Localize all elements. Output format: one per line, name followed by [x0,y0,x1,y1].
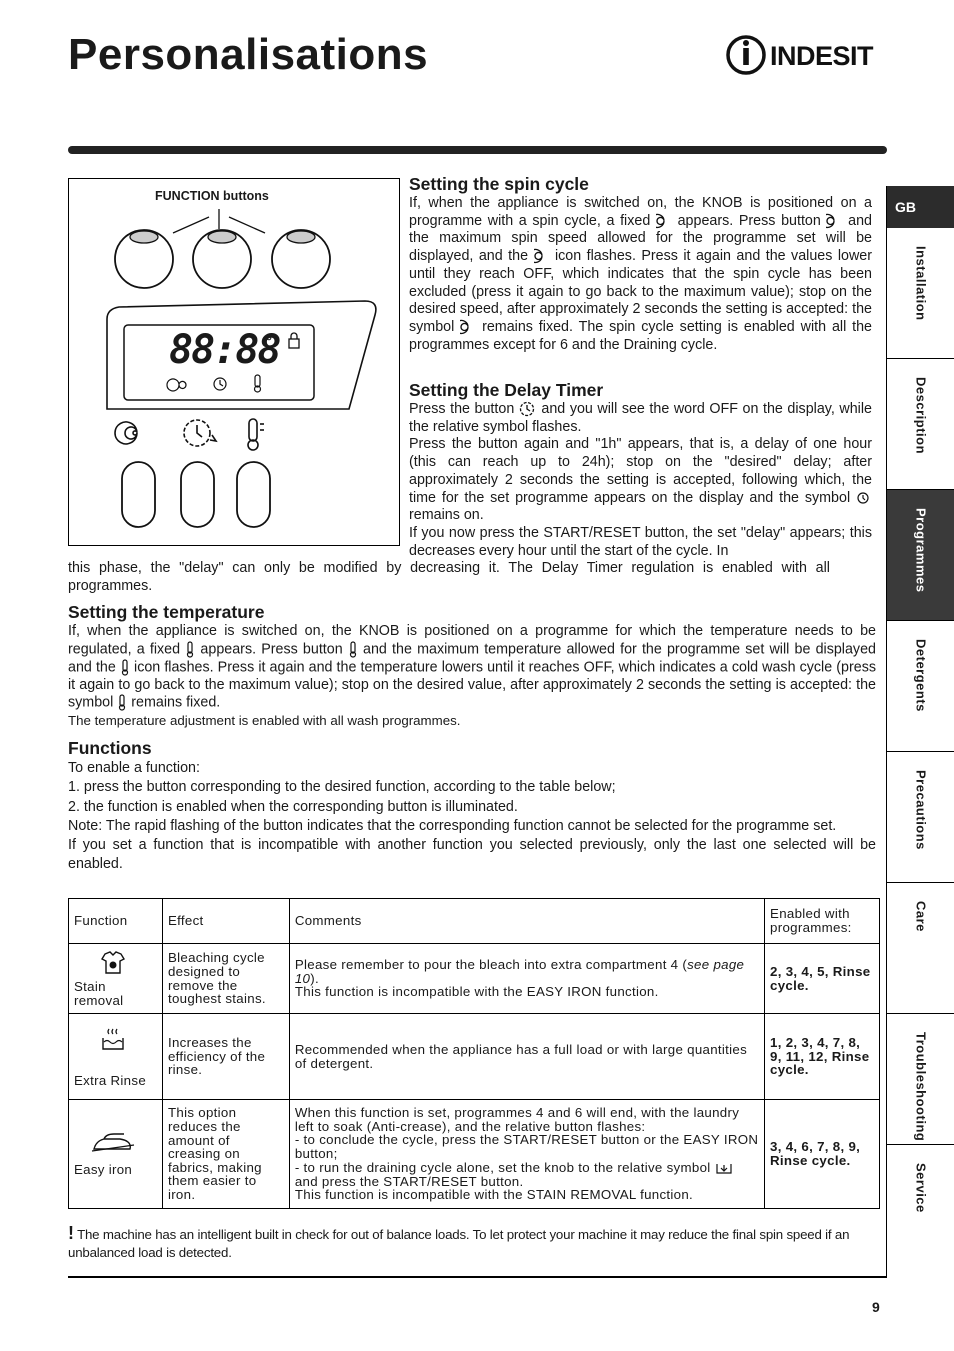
delay-symbol-icon [856,491,872,505]
delay-text: Press the button and you will see the word OFF on the display, while the relative symbol flashes. Press the button again and "1h" appears, that is, a delay of one hour (this can reach up to 24h); stop on the "desired" delay; after approximately 2 seconds the setting is accepted, following which, the time for the set programme appears on the display and the symbol remains on. If you now press the START/RESET button, the set "delay" appears; this decreases every hour until the start of the cycle. In [409,401,872,559]
warning-mark: ! [68,1223,74,1243]
spin-icon [534,248,550,264]
function-button-1 [115,230,173,288]
enabled-cell: 3, 4, 6, 7, 8, 9, Rinse cycle. [765,1100,880,1209]
stain-removal-icon [100,950,126,976]
effect-cell: This option reduces the amount of creasing on fabrics, making them easier to iron. [162,1100,289,1209]
functions-table [68,898,880,1209]
function-cell: Extra Rinse [69,1014,163,1100]
functions-note: Note: The rapid flashing of the button indicates that the corresponding function cannot be selected for the programme set. [68,817,837,834]
delay-timer-icon [519,401,537,417]
tab-programmes[interactable]: Programmes [887,490,954,621]
table-row [69,1014,880,1100]
tab-care[interactable]: Care [887,883,954,1014]
temperature-text: If, when the appliance is switched on, the KNOB is positioned on a programme for which the temperature needs to be regulated, a fixed appears. Press button and the maximum temperature allowed for the programme set will be displayed and the icon flashes. Press it again and the temperature lowers until it reaches OFF, which indicates a cold wash cycle (press it again to go back to the maximum value); stop on the desired value, after approximately 2 seconds the setting is accepted: the symbol remains fixed. [68,623,876,711]
tab-installation[interactable]: Installation [887,228,954,359]
lcd-digits: 88:88 [169,327,280,373]
effect-cell: Increases the efficiency of the rinse. [162,1014,289,1100]
temperature-icon [248,419,264,450]
tab-troubleshooting[interactable]: Troubleshooting [887,1014,954,1145]
side-tabs [886,186,954,1278]
extra-rinse-icon [100,1026,126,1052]
delay-button [181,462,214,527]
col-header-effect: Effect [162,899,289,944]
col-header-comments: Comments [289,899,764,944]
top-rule [68,146,887,154]
spin-section [409,174,872,354]
page-number: 9 [872,1299,880,1315]
col-header-function: Function [69,899,163,944]
enabled-cell: 1, 2, 3, 4, 7, 8, 9, 11, 12, Rinse cycle. [765,1014,880,1100]
spin-button [122,462,155,527]
functions-step-1: 1. press the button corresponding to the desired function, according to the table below; [68,779,616,796]
control-panel-figure [68,178,400,546]
delay-section [409,380,872,560]
functions-section [68,738,876,875]
function-button-3 [272,230,330,288]
thermometer-icon [117,694,127,711]
enabled-cell: 2, 3, 4, 5, Rinse cycle. [765,944,880,1014]
comment-cell: Recommended when the appliance has a full load or with large quantities of detergent. [289,1014,764,1100]
functions-incompat: If you set a function that is incompatible with another function you selected previously, only the last one selected will be enabled. [68,837,876,873]
function-buttons-label: FUNCTION buttons [155,189,269,203]
tab-service[interactable]: Service [913,1163,929,1213]
indesit-logo [726,33,888,77]
temperature-note: The temperature adjustment is enabled with all wash programmes. [68,713,461,729]
drain-icon [715,1162,733,1175]
comment-cell: Please remember to pour the bleach into extra compartment 4 (see page 10). This function is incompatible with the EASY IRON function. [289,944,764,1014]
table-row [69,944,880,1014]
functions-intro: To enable a function: [68,760,200,776]
functions-heading: Functions [68,738,152,758]
tab-description[interactable]: Description [887,359,954,490]
brand-wordmark: INDESIT [770,41,874,71]
spin-icon [460,319,476,335]
comment-cell: When this function is set, programmes 4 and 6 will end, with the laundry left to soak (Anti-crease), and the relative button flashes: - to conclude the cycle, press the START/RESET button or the EASY IRON button; - to run the draining cycle alone, set the knob to the relative symbol and press the START/RESET button. This function is incompatible with the STAIN REMOVAL function. [289,1100,764,1209]
thermometer-icon [348,641,358,658]
tab-detergents[interactable]: Detergents [887,621,954,752]
lang-tab-gb[interactable]: GB [887,186,954,228]
delay-text-continued: this phase, the "delay" can only be modified by decreasing it. The Delay Timer regulation is enabled with all programmes. [68,560,830,594]
spin-text: If, when the appliance is switched on, the KNOB is positioned on a programme with a spin cycle, a fixed appears. Press button and the maximum spin speed allowed for the programme set will be displayed, and the icon flashes. Press it again and the values lower until they reach OFF, which indicates that the spin cycle has been excluded (press it again to go back to the maximum value); stop on the desired speed, after approximately 2 seconds the setting is accepted: the symbol remains fixed. The spin cycle setting is enabled with all the programmes except for 6 and the Draining cycle. [409,195,873,353]
page-title: Personalisations [68,30,429,79]
temperature-heading: Setting the temperature [68,602,265,622]
spin-icon [115,422,137,444]
effect-cell: Bleaching cycle designed to remove the toughest stains. [162,944,289,1014]
tab-precautions[interactable]: Precautions [887,752,954,883]
table-header-row [69,899,880,944]
spin-icon [826,213,842,229]
balance-warning: ! The machine has an intelligent built in check for out of balance loads. To let protect your machine it may reduce the final spin speed if an unbalanced load is detected. [68,1223,850,1260]
delay-timer-icon [184,420,216,446]
function-cell: Easy iron [69,1100,163,1209]
col-header-enabled: Enabled with programmes: [765,899,880,944]
function-button-2 [193,230,251,288]
spin-icon [656,213,672,229]
delay-heading: Setting the Delay Timer [409,380,604,400]
temperature-section [68,602,876,730]
temperature-button [237,462,270,527]
functions-step-2: 2. the function is enabled when the corresponding button is illuminated. [68,798,518,815]
thermometer-icon [185,641,195,658]
table-row [69,1100,880,1209]
spin-heading: Setting the spin cycle [409,174,589,194]
iron-icon [90,1131,136,1155]
function-cell: Stain removal [69,944,163,1014]
bottom-rule [68,1276,886,1278]
thermometer-icon [120,659,130,676]
